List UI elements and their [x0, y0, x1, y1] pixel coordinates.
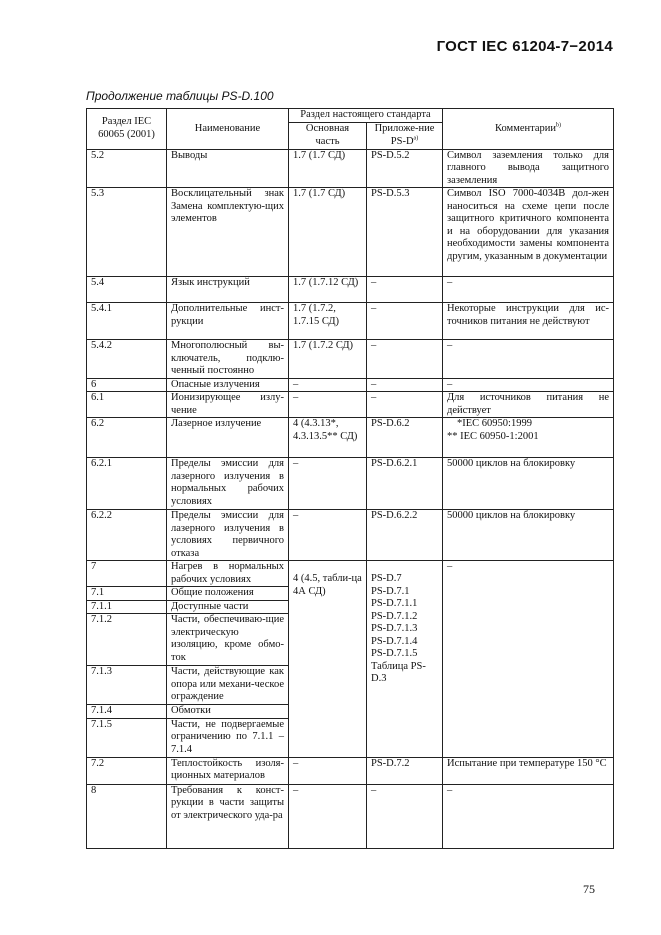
cell-name: Пределы эмиссии для лазерного излучения в нормальных рабочих условиях	[167, 458, 289, 510]
cell-section: 7	[87, 561, 167, 587]
cell-name: Лазерное излучение	[167, 418, 289, 458]
cell-section: 6.2.2	[87, 510, 167, 561]
cell-main-part: –	[289, 757, 367, 784]
cell-name: Теплостойкость изоля-ционных материалов	[167, 757, 289, 784]
cell-main-part: 1.7 (1.7 СД)	[289, 149, 367, 188]
header-annex: Приложе-ние $PS-D^{a)}$	[367, 122, 443, 149]
cell-name: Восклицательный знак Замена комплектую-щих элементов	[167, 188, 289, 277]
annex-line: PS-D.7.1	[371, 585, 410, 597]
cell-name: Части, не подвергаемые ограничению по 7.1.1 – 7.1.4	[167, 718, 289, 757]
cell-name: Опасные излучения	[167, 378, 289, 392]
cell-section: 6.1	[87, 392, 167, 418]
annex-line: PS-D.7.1.3	[371, 623, 418, 634]
header-comments: Комментарии$^{b)}$	[443, 109, 614, 150]
cell-section: 7.1.5	[87, 718, 167, 757]
cell-annex: –	[367, 378, 443, 392]
cell-section: 6.2	[87, 418, 167, 458]
cell-main-part: –	[289, 378, 367, 392]
cell-main-part: 1.7 (1.7.12 СД)	[289, 277, 367, 303]
annex-line: PS-D.7	[371, 573, 402, 584]
cell-comment: Символ ISO 7000-4034B дол-жен наноситься на схеме цепи после защитного критичного компонента и на оборудовании для указания необходимости замены компонента другим, указанным в документации	[443, 188, 614, 277]
cell-main-part: 4 (4.3.13*, 4.3.13.5** СД)	[289, 418, 367, 458]
page-number: 75	[583, 882, 595, 896]
cell-annex: –	[367, 303, 443, 340]
cell-name: Обмотки	[167, 705, 289, 719]
table-row	[87, 340, 614, 379]
cell-main-part: 1.7 (1.7.2, 1.7.15 СД)	[289, 303, 367, 340]
table-row	[87, 418, 614, 458]
cell-main-part: –	[289, 510, 367, 561]
cell-comment: 50000 циклов на блокировку	[443, 458, 614, 510]
table-row	[87, 303, 614, 340]
cell-section: 6	[87, 378, 167, 392]
table-row	[87, 149, 614, 188]
cell-section: 7.1	[87, 587, 167, 601]
cell-name: Части, обеспечиваю-щие электрическую изоляцию, кроме обмо-ток	[167, 614, 289, 666]
cell-name: Доступные части	[167, 600, 289, 614]
cell-annex	[367, 561, 443, 758]
cell-annex: PS-D.5.3	[367, 188, 443, 277]
table-row	[87, 188, 614, 277]
table-row	[87, 277, 614, 303]
cell-name: Язык инструкций	[167, 277, 289, 303]
cell-section: 5.3	[87, 188, 167, 277]
table-row	[87, 757, 614, 784]
cell-comment: Для источников питания не действует	[443, 392, 614, 418]
document-standard-header: ГОСТ IEC 61204-7−2014	[436, 38, 613, 55]
header-section: Раздел IEC 60065 (2001)	[87, 109, 167, 150]
header-name: Наименование	[167, 109, 289, 150]
cell-annex: –	[367, 277, 443, 303]
table-row	[87, 378, 614, 392]
annex-line: PS-D.7.1.4	[371, 635, 418, 647]
cell-comment: Испытание при температуре 150 °С	[443, 757, 614, 784]
cell-section: 5.4.1	[87, 303, 167, 340]
cell-section: 7.1.3	[87, 666, 167, 705]
annex-line: PS-D.7.1.1	[371, 598, 418, 609]
cell-name: Нагрев в нормальных рабочих условиях	[167, 561, 289, 587]
cell-section: 7.1.1	[87, 600, 167, 614]
table-row	[87, 458, 614, 510]
cell-comment	[443, 418, 614, 458]
cell-annex: PS-D.6.2.2	[367, 510, 443, 561]
cell-annex: –	[367, 784, 443, 848]
table-row	[87, 784, 614, 848]
cell-section: 7.1.2	[87, 614, 167, 666]
cell-name: Пределы эмиссии для лазерного излучения в условиях первичного отказа	[167, 510, 289, 561]
cell-section: 7.2	[87, 757, 167, 784]
cell-comment: –	[443, 340, 614, 379]
cell-name: Общие положения	[167, 587, 289, 601]
cell-annex: PS-D.6.2.1	[367, 458, 443, 510]
table-row	[87, 561, 614, 587]
comment-line: *IEC 60950:1999	[457, 418, 532, 429]
cell-name: Части, действующие как опора или механи-ческое ограждение	[167, 666, 289, 705]
cell-comment: –	[443, 784, 614, 848]
cell-main-part: –	[289, 784, 367, 848]
cell-section: 5.4	[87, 277, 167, 303]
comment-line: ** IEC 60950-1:2001	[447, 430, 539, 442]
cell-annex: PS-D.6.2	[367, 418, 443, 458]
cell-comment: –	[443, 378, 614, 392]
cell-comment: 50000 циклов на блокировку	[443, 510, 614, 561]
cell-section: 5.2	[87, 149, 167, 188]
cell-main-part: 1.7 (1.7 СД)	[289, 188, 367, 277]
cell-comment: –	[443, 561, 614, 758]
annex-line: PS-D.7.1.5	[371, 648, 418, 659]
annex-line: Таблица PS-D.3	[371, 660, 426, 684]
cell-section: 7.1.4	[87, 705, 167, 719]
table-row	[87, 510, 614, 561]
cell-main-part: 4 (4.5, табли-ца 4А СД)	[289, 561, 367, 758]
cell-name: Выводы	[167, 149, 289, 188]
cell-section: 8	[87, 784, 167, 848]
table-row	[87, 392, 614, 418]
cell-name: Требования к конст-рукции в части защиты от электрического уда-ра	[167, 784, 289, 848]
annex-line: PS-D.7.1.2	[371, 610, 418, 622]
cell-annex: PS-D.5.2	[367, 149, 443, 188]
cell-comment: Символ заземления только для главного вывода защитного заземления	[443, 149, 614, 188]
cell-main-part: 1.7 (1.7.2 СД)	[289, 340, 367, 379]
cell-comment: –	[443, 277, 614, 303]
cell-main-part: –	[289, 458, 367, 510]
cell-name: Ионизирующее излу-чение	[167, 392, 289, 418]
cell-comment: Некоторые инструкции для ис-точников питания не действуют	[443, 303, 614, 340]
cell-name: Многополюсный вы-ключатель, подклю-ченный постоянно	[167, 340, 289, 379]
header-main-part: Основная часть	[289, 122, 367, 149]
comparison-table	[86, 108, 614, 849]
cell-name: Дополнительные инст-рукции	[167, 303, 289, 340]
cell-annex: PS-D.7.2	[367, 757, 443, 784]
cell-main-part: –	[289, 392, 367, 418]
cell-annex: –	[367, 340, 443, 379]
header-standard-section: Раздел настоящего стандарта	[289, 109, 443, 123]
cell-annex: –	[367, 392, 443, 418]
cell-section: 6.2.1	[87, 458, 167, 510]
cell-section: 5.4.2	[87, 340, 167, 379]
table-caption: Продолжение таблицы PS-D.100	[86, 89, 274, 103]
